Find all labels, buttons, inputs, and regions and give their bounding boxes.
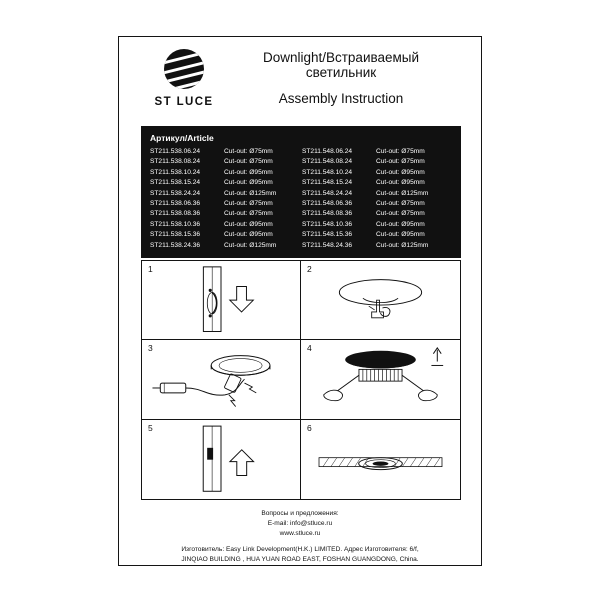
assembly-step-3 — [142, 340, 301, 419]
title-line-2: Assembly Instruction — [278, 91, 404, 106]
hole-saw-cut-ceiling-icon — [142, 261, 300, 339]
article-cutout: Cut-out: Ø75mm — [224, 158, 273, 166]
table-cell — [302, 199, 454, 209]
table-cell — [302, 168, 454, 178]
article-code: ST211.548.06.36 — [302, 200, 353, 208]
article-code: ST211.538.06.36 — [150, 200, 201, 208]
table-cell — [302, 220, 454, 230]
table-row — [141, 157, 461, 167]
footer-website: www.stluce.ru — [279, 530, 321, 537]
squeeze-springs-insert-icon — [301, 340, 460, 418]
st-luce-circle-logo-icon — [164, 49, 204, 89]
article-code: ST211.538.24.24 — [150, 189, 201, 197]
article-cutout: Cut-out: Ø95mm — [224, 179, 273, 187]
article-code: ST211.548.10.24 — [302, 168, 353, 176]
table-cell — [150, 230, 302, 240]
article-cutout: Cut-out: Ø95mm — [376, 179, 425, 187]
installed-downlight-icon — [301, 420, 460, 499]
title-line-1: Downlight/Встраиваемый светильник — [262, 50, 420, 80]
step-number: 4 — [307, 343, 312, 354]
table-cell — [150, 168, 302, 178]
article-code: ST211.538.10.36 — [150, 220, 201, 228]
article-cutout: Cut-out: Ø95mm — [376, 231, 425, 239]
article-cutout: Cut-out: Ø75mm — [376, 158, 425, 166]
table-cell — [150, 147, 302, 157]
article-table-rows — [141, 147, 461, 251]
assembly-steps-grid — [141, 260, 461, 500]
table-row — [141, 199, 461, 209]
connect-driver-wire-icon — [142, 340, 300, 418]
assembly-step-1 — [142, 261, 301, 340]
article-cutout: Cut-out: Ø75mm — [376, 148, 425, 155]
document-header — [119, 37, 481, 119]
table-cell — [302, 147, 454, 157]
assembly-step-6 — [301, 420, 460, 499]
article-code: ST211.538.10.24 — [150, 168, 201, 176]
table-cell — [150, 199, 302, 209]
table-cell — [302, 157, 454, 167]
table-row — [141, 147, 461, 157]
article-code: ST211.548.06.24 — [302, 148, 353, 155]
step-number: 5 — [148, 422, 153, 433]
instruction-sheet — [118, 36, 482, 566]
assembly-step-5 — [142, 420, 301, 499]
article-cutout: Cut-out: Ø125mm — [376, 241, 429, 249]
footer-questions: Вопросы и предложения: — [261, 510, 339, 517]
article-cutout: Cut-out: Ø75mm — [376, 200, 425, 208]
article-code: ST211.538.15.36 — [150, 231, 201, 239]
assembly-step-2 — [301, 261, 460, 340]
step-number: 3 — [148, 343, 153, 354]
article-cutout: Cut-out: Ø75mm — [224, 200, 273, 208]
table-row — [141, 241, 461, 251]
step-number: 2 — [307, 264, 312, 274]
article-cutout: Cut-out: Ø75mm — [224, 210, 273, 218]
step-number: 1 — [148, 264, 153, 274]
article-code: ST211.548.15.24 — [302, 179, 353, 187]
brand-block — [141, 49, 227, 108]
article-code: ST211.538.08.36 — [150, 210, 201, 218]
article-table-heading: Артикул/Article — [150, 133, 214, 143]
article-code: ST211.538.06.24 — [150, 148, 201, 155]
assembly-step-4 — [301, 340, 460, 419]
remove-ceiling-disc-icon — [301, 261, 460, 339]
article-cutout: Cut-out: Ø75mm — [224, 148, 273, 155]
table-cell — [302, 209, 454, 219]
article-code: ST211.538.08.24 — [150, 158, 201, 166]
article-code: ST211.548.15.36 — [302, 231, 353, 239]
footer-address: JINQIAO BUILDING , HUA YUAN ROAD EAST, FOSHAN GUANGDONG, China. — [181, 556, 419, 563]
table-cell — [150, 241, 302, 251]
article-cutout: Cut-out: Ø95mm — [376, 168, 425, 176]
table-row — [141, 189, 461, 199]
article-code: ST211.548.24.24 — [302, 189, 353, 197]
table-cell — [150, 209, 302, 219]
article-cutout: Cut-out: Ø95mm — [224, 168, 273, 176]
article-code: ST211.538.15.24 — [150, 179, 201, 187]
article-code: ST211.548.24.36 — [302, 241, 353, 249]
article-table — [141, 126, 461, 258]
brand-name: ST LUCE — [154, 95, 214, 108]
article-cutout: Cut-out: Ø125mm — [224, 241, 277, 249]
table-cell — [150, 189, 302, 199]
table-row — [141, 220, 461, 230]
article-cutout: Cut-out: Ø95mm — [224, 220, 273, 228]
article-cutout: Cut-out: Ø75mm — [376, 210, 425, 218]
table-row — [141, 168, 461, 178]
footer-email: E-mail: info@stluce.ru — [267, 520, 333, 527]
article-code: ST211.548.10.36 — [302, 220, 353, 228]
table-cell — [302, 189, 454, 199]
table-cell — [150, 157, 302, 167]
step-number: 6 — [307, 422, 312, 433]
table-row — [141, 209, 461, 219]
push-fixture-up-icon — [142, 420, 300, 499]
table-cell — [302, 230, 454, 240]
table-cell — [150, 220, 302, 230]
article-cutout: Cut-out: Ø95mm — [224, 231, 273, 239]
article-code: ST211.538.24.36 — [150, 241, 201, 249]
footer-manufacturer: Изготовитель: Easy Link Development(H.K.) LIMITED. Адрес Изготовителя: 6/f, — [181, 546, 419, 553]
article-code: ST211.548.08.36 — [302, 210, 353, 218]
table-row — [141, 230, 461, 240]
table-cell — [302, 241, 454, 251]
table-cell — [302, 178, 454, 188]
table-cell — [150, 178, 302, 188]
article-code: ST211.548.08.24 — [302, 158, 353, 166]
article-cutout: Cut-out: Ø125mm — [376, 189, 429, 197]
table-row — [141, 178, 461, 188]
page-title — [227, 50, 481, 106]
article-cutout: Cut-out: Ø125mm — [224, 189, 277, 197]
article-cutout: Cut-out: Ø95mm — [376, 220, 425, 228]
document-footer — [119, 509, 481, 565]
